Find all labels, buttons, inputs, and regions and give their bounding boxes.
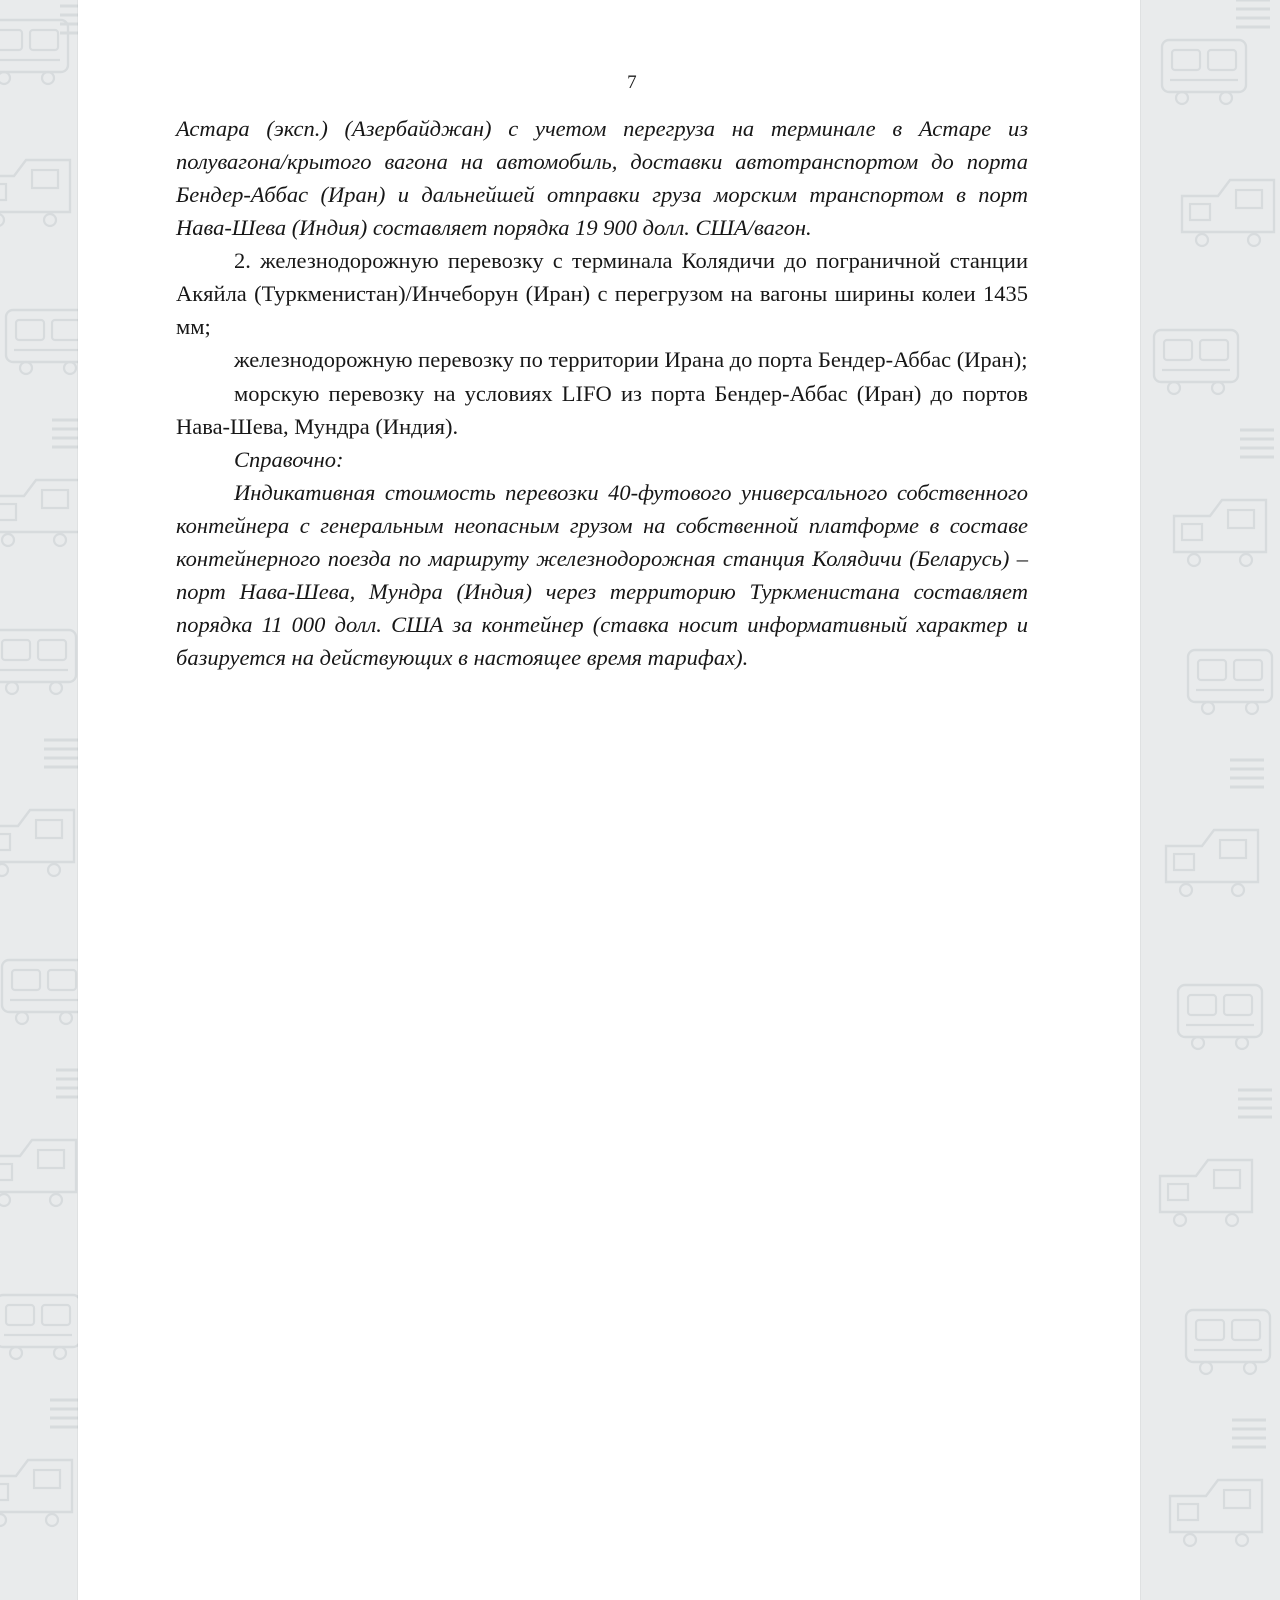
- paragraph-reference-heading: Справочно:: [234, 446, 344, 472]
- paragraph-rail-leg-kolyadichi: 2. железнодорожную перевозку с терминала Колядичи до пограничной станции Акяйла (Туркменистан)/Инчеборун (Иран) с перегрузом на вагоны ширины колеи 1435 мм;: [176, 248, 1028, 340]
- page-number: 7: [627, 72, 637, 93]
- document-body: [176, 112, 1028, 674]
- paragraph-indicative-cost: Индикативная стоимость перевозки 40-футового универсального собственного контейнера с генеральным неопасным грузом на собственной платформе в составе контейнерного поезда по маршруту железнодорожная станция Колядичи (Беларусь) – порт Нава-Шева, Мундра (Индия) через территорию Туркменистана составляет порядка 11 000 долл. США за контейнер (ставка носит информативный характер и базируется на действующих в настоящее время тарифах).: [176, 479, 1028, 670]
- paragraph-intro-cost: Астара (эксп.) (Азербайджан) с учетом перегруза на терминале в Астаре из полувагона/крытого вагона на автомобиль, доставки автотранспортом до порта Бендер-Аббас (Иран) и дальнейшей отправки груза морским транспортом в порт Нава-Шева (Индия) составляет порядка 19 900 долл. США/вагон.: [176, 116, 1028, 241]
- paragraph-rail-leg-iran: железнодорожную перевозку по территории Ирана до порта Бендер-Аббас (Иран);: [234, 347, 1028, 373]
- paragraph-sea-leg-lifo: морскую перевозку на условиях LIFO из порта Бендер-Аббас (Иран) до портов Нава-Шева, Мундра (Индия).: [176, 380, 1028, 439]
- document-page: [78, 0, 1140, 1600]
